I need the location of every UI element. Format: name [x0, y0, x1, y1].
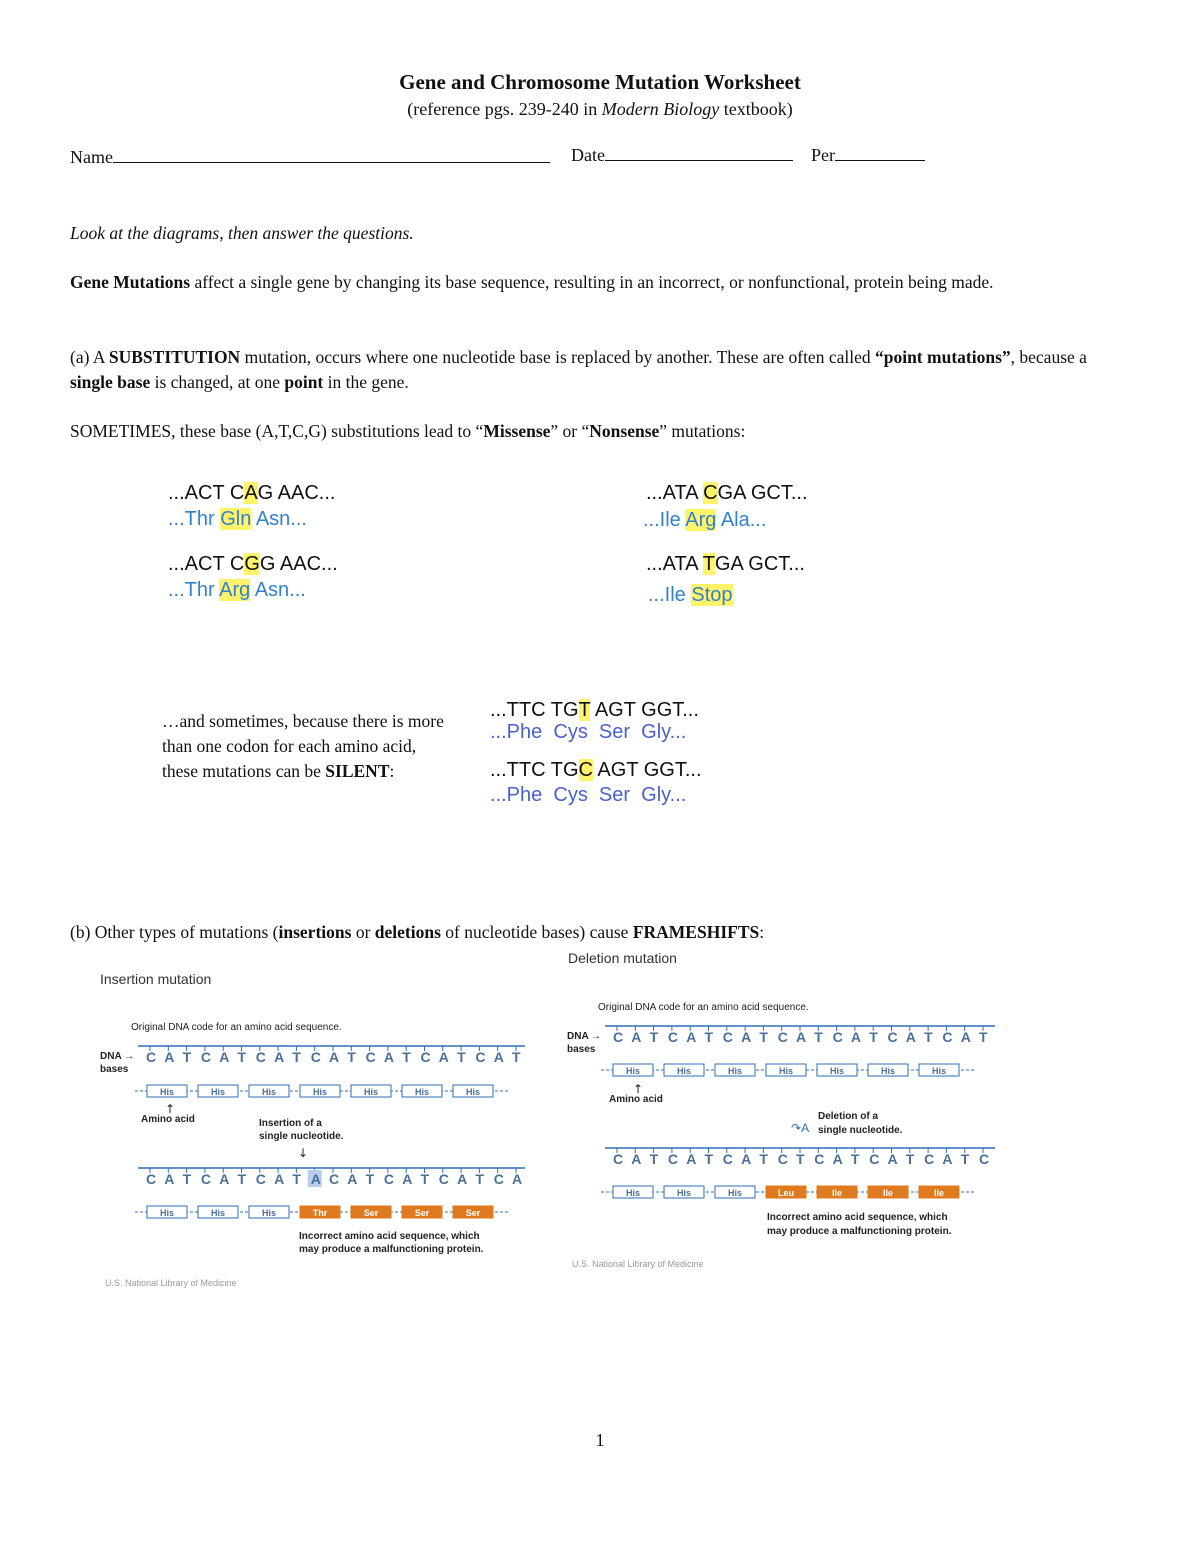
- dna-base: T: [365, 1171, 375, 1187]
- amino-acid-label: Ser: [363, 1208, 379, 1218]
- seq-part: GA GCT...: [714, 553, 805, 575]
- sometimes-text-1: SOMETIMES, these base (A,T,C,G) substitutions lead to “: [70, 421, 484, 441]
- dna-base: C: [887, 1029, 898, 1045]
- sub-text-5: in the gene.: [323, 372, 409, 392]
- amino-acid-label: His: [931, 1066, 947, 1076]
- dna-base: T: [420, 1171, 430, 1187]
- dna-base: A: [631, 1151, 642, 1167]
- amino-acid-label: His: [261, 1208, 277, 1218]
- dna-base: T: [850, 1151, 860, 1167]
- silent-mutated-aa: ...Phe Cys Ser Gly...: [490, 784, 687, 806]
- seq-part: AGT GGT...: [592, 759, 702, 781]
- deletion-note-2: single nucleotide.: [818, 1125, 903, 1136]
- sub-text-4: is changed, at one: [150, 372, 285, 392]
- missense-original-aa: [168, 506, 307, 532]
- dna-base: C: [924, 1151, 935, 1167]
- dna-base: C: [777, 1029, 788, 1045]
- dna-base: T: [237, 1049, 247, 1065]
- silent-text: …and sometimes, because there is more than one codon for each amino acid, these mutations can be: [162, 711, 444, 781]
- missense-mutated-aa: [168, 577, 306, 603]
- amino-acid-label: His: [159, 1208, 175, 1218]
- dna-base: A: [493, 1049, 504, 1065]
- gene-mutations-def: affect a single gene by changing its base sequence, resulting in an incorrect, or nonfunctional, protein being made.: [190, 272, 994, 292]
- dna-base: A: [832, 1151, 843, 1167]
- dna-base: A: [512, 1171, 523, 1187]
- dna-base: C: [255, 1171, 266, 1187]
- dna-base: T: [182, 1171, 192, 1187]
- seq-highlight: C: [578, 759, 593, 781]
- up-arrow-icon: ↑: [165, 1102, 176, 1116]
- silent-mutated-dna: [490, 757, 702, 783]
- silent-colon: :: [389, 761, 395, 781]
- dna-base: T: [704, 1151, 714, 1167]
- dna-base: C: [475, 1049, 486, 1065]
- seq-part: ...TTC TG: [490, 699, 579, 721]
- dna-base: C: [832, 1029, 843, 1045]
- dna-base: C: [613, 1151, 624, 1167]
- sometimes-text-2: ” or “: [550, 421, 590, 441]
- substitution-paragraph: [70, 345, 1130, 395]
- dna-base: T: [512, 1049, 521, 1065]
- seq-part: ...ATA: [646, 553, 703, 575]
- seq-highlight: C: [703, 482, 718, 504]
- dna-base: C: [667, 1151, 679, 1167]
- up-arrow-icon: ↑: [633, 1082, 644, 1096]
- dna-base: A: [329, 1049, 340, 1065]
- dna-base: T: [924, 1029, 933, 1045]
- aa-part: ...Ile: [643, 509, 686, 531]
- date-label: Date: [571, 145, 605, 165]
- dna-base: C: [329, 1171, 340, 1187]
- aa-highlight: Gln: [220, 508, 252, 530]
- dna-base: T: [292, 1171, 301, 1187]
- amino-acid-label: Thr: [312, 1208, 328, 1218]
- dna-base: A: [347, 1171, 358, 1187]
- amino-acid-label: Ile: [831, 1188, 843, 1198]
- deletions-term: deletions: [374, 922, 441, 942]
- dna-base: T: [814, 1029, 823, 1045]
- aa-part: Ala...: [716, 509, 767, 531]
- sub-text-3: , because a: [1010, 347, 1087, 367]
- silent-term: SILENT: [325, 761, 390, 781]
- dna-base: T: [979, 1029, 988, 1045]
- seq-highlight: T: [578, 699, 591, 721]
- dna-base: A: [796, 1029, 807, 1045]
- dna-base: A: [942, 1151, 953, 1167]
- insertion-note-2: single nucleotide.: [259, 1131, 344, 1142]
- missense-term: Missense: [483, 421, 551, 441]
- dna-base: C: [146, 1171, 157, 1187]
- dna-base: C: [722, 1151, 733, 1167]
- seq-part: ...ACT C: [168, 553, 245, 575]
- sub-text-1: (a) A: [70, 347, 109, 367]
- dna-base: C: [869, 1151, 880, 1167]
- per-blank[interactable]: [835, 141, 925, 161]
- gene-mutations-paragraph: [70, 270, 1130, 295]
- missense-original-dna: [168, 480, 335, 506]
- insertion-result-2: may produce a malfunctioning protein.: [299, 1244, 484, 1255]
- dna-base: T: [649, 1151, 659, 1167]
- amino-acid-label: Ile: [882, 1188, 894, 1198]
- amino-acid-label: His: [159, 1087, 175, 1097]
- insertion-amino-label: Amino acid: [141, 1114, 195, 1125]
- amino-acid-label: His: [778, 1066, 794, 1076]
- insertion-dna-label: DNA →: [100, 1051, 135, 1062]
- amino-acid-label: His: [210, 1208, 226, 1218]
- dna-base: C: [438, 1171, 449, 1187]
- seq-highlight: A: [244, 482, 258, 504]
- insertion-figure: [95, 965, 525, 1295]
- sub-bold-2: “point mutations”: [874, 347, 1011, 367]
- silent-paragraph: [162, 709, 452, 784]
- dna-base: T: [237, 1171, 247, 1187]
- dna-base: C: [146, 1049, 157, 1065]
- deletion-amino-label: Amino acid: [609, 1094, 663, 1105]
- stop-highlight: Stop: [691, 584, 733, 606]
- dna-base: T: [704, 1029, 714, 1045]
- dna-base: A: [887, 1151, 898, 1167]
- dna-label-text: DNA: [100, 1051, 122, 1062]
- name-blank[interactable]: [113, 143, 550, 163]
- missense-mutated-dna: [168, 551, 338, 577]
- aa-part: Asn...: [251, 508, 307, 530]
- amino-acid-label: His: [625, 1066, 641, 1076]
- amino-acid-label: Leu: [777, 1188, 795, 1198]
- dna-label-text: DNA: [567, 1031, 589, 1042]
- fs-text-3: of nucleotide bases) cause: [440, 922, 633, 942]
- amino-acid-label: His: [676, 1188, 692, 1198]
- seq-highlight: T: [702, 553, 715, 575]
- dna-base: T: [292, 1049, 301, 1065]
- dna-base: C: [979, 1151, 990, 1167]
- fs-text-1: (b) Other types of mutations (: [70, 922, 279, 942]
- amino-acid-label: His: [625, 1188, 641, 1198]
- dna-base: T: [869, 1029, 878, 1045]
- seq-part: ...ATA: [646, 482, 704, 504]
- subtitle-prefix: (reference pgs. 239-240 in: [407, 99, 602, 119]
- amino-acid-label: His: [261, 1087, 277, 1097]
- dna-base: C: [200, 1049, 212, 1065]
- seq-part: G AAC...: [257, 482, 336, 504]
- deletion-result-1: Incorrect amino acid sequence, which: [767, 1212, 948, 1223]
- frameshift-paragraph: [70, 920, 1130, 945]
- deletion-note-1: Deletion of a: [818, 1111, 879, 1122]
- insertion-result-1: Incorrect amino acid sequence, which: [299, 1231, 480, 1242]
- dna-base: A: [457, 1171, 468, 1187]
- seq-part: AGT GGT...: [590, 699, 699, 721]
- amino-acid-label: His: [414, 1087, 430, 1097]
- seq-highlight: G: [244, 553, 260, 575]
- gene-mutations-term: Gene Mutations: [70, 272, 191, 292]
- dna-base: A: [686, 1029, 697, 1045]
- seq-part: ...TTC TG: [490, 759, 579, 781]
- date-blank[interactable]: [605, 141, 793, 161]
- insertion-figure-title: Insertion mutation: [100, 971, 212, 987]
- frameshifts-term: FRAMESHIFTS: [632, 922, 760, 942]
- sometimes-text-3: ” mutations:: [659, 421, 746, 441]
- amino-acid-label: His: [465, 1087, 481, 1097]
- deletion-figure-title: Deletion mutation: [568, 950, 677, 966]
- per-label: Per: [811, 145, 835, 165]
- dna-base: A: [850, 1029, 862, 1045]
- dna-base: C: [722, 1029, 733, 1045]
- aa-part: ...Thr: [168, 579, 220, 601]
- amino-acid-label: His: [727, 1066, 743, 1076]
- dna-base: C: [493, 1171, 504, 1187]
- dna-base: A: [741, 1151, 752, 1167]
- down-arrow-icon: ↓: [298, 1146, 309, 1160]
- sub-bold-4: point: [284, 372, 324, 392]
- name-label: Name: [70, 147, 113, 167]
- amino-acid-label: His: [727, 1188, 743, 1198]
- subtitle-suffix: textbook): [719, 99, 793, 119]
- deleted-base: ↷A: [791, 1121, 810, 1135]
- dna-base: T: [960, 1151, 970, 1167]
- name-field[interactable]: [70, 143, 550, 168]
- dna-base: C: [383, 1171, 395, 1187]
- sub-text-2: mutation, occurs where one nucleotide base is replaced by another. These are often called: [240, 347, 875, 367]
- amino-acid-label: His: [363, 1087, 379, 1097]
- nonsense-mutated-aa: [648, 582, 733, 608]
- dna-base: A: [219, 1171, 230, 1187]
- dna-base: A: [164, 1049, 175, 1065]
- seq-part: G AAC...: [259, 553, 338, 575]
- dna-base: C: [365, 1049, 376, 1065]
- amino-acid-label: His: [829, 1066, 845, 1076]
- dna-base: T: [402, 1049, 411, 1065]
- deletion-bases-label: bases: [567, 1044, 596, 1055]
- nonsense-term: Nonsense: [589, 421, 660, 441]
- page-number: 1: [595, 1430, 605, 1450]
- dna-base: T: [649, 1029, 659, 1045]
- insertion-bases-label: bases: [100, 1064, 129, 1075]
- aa-part: ...Ile: [648, 584, 692, 606]
- deletion-dna-label: DNA →: [567, 1031, 602, 1042]
- dna-base: A: [741, 1029, 752, 1045]
- dna-base: A: [274, 1049, 285, 1065]
- dna-base: T: [759, 1029, 768, 1045]
- dna-base: T: [796, 1151, 805, 1167]
- dna-base: T: [182, 1049, 192, 1065]
- dna-base: C: [420, 1049, 431, 1065]
- dna-base: C: [814, 1151, 825, 1167]
- dna-base: C: [310, 1049, 321, 1065]
- aa-part: ...Thr: [168, 508, 221, 530]
- dna-base: A: [960, 1029, 971, 1045]
- deletion-credit: U.S. National Library of Medicine: [572, 1259, 704, 1269]
- date-field[interactable]: [571, 141, 793, 166]
- dna-base: T: [475, 1171, 484, 1187]
- dna-base: A: [686, 1151, 697, 1167]
- nonsense-original-aa: [643, 507, 766, 533]
- dna-base: A: [438, 1049, 449, 1065]
- amino-acid-label: His: [880, 1066, 896, 1076]
- fs-text-2: or: [351, 922, 375, 942]
- dna-base: C: [777, 1151, 788, 1167]
- page-title: Gene and Chromosome Mutation Worksheet: [399, 70, 801, 94]
- dna-base: A: [274, 1171, 285, 1187]
- subtitle-book: Modern Biology: [601, 99, 720, 119]
- amino-acid-label: His: [312, 1087, 328, 1097]
- seq-part: ...ACT C: [168, 482, 245, 504]
- dna-base: T: [347, 1049, 356, 1065]
- page-subtitle: [0, 99, 1200, 120]
- amino-acid-label: Ile: [933, 1188, 945, 1198]
- deletion-orig-caption: Original DNA code for an amino acid sequence.: [598, 1002, 809, 1013]
- deletion-figure: [565, 945, 995, 1275]
- dna-base: A: [402, 1171, 413, 1187]
- fs-text-4: :: [759, 922, 765, 942]
- deletion-result-2: may produce a malfunctioning protein.: [767, 1226, 952, 1237]
- instructions: [70, 221, 1130, 246]
- amino-acid-label: His: [210, 1087, 226, 1097]
- aa-highlight: Arg: [685, 509, 717, 531]
- dna-base: A: [164, 1171, 175, 1187]
- dna-base: A: [219, 1049, 230, 1065]
- dna-base: A: [383, 1049, 395, 1065]
- seq-part: GA GCT...: [717, 482, 808, 504]
- sub-bold-1: SUBSTITUTION: [108, 347, 241, 367]
- amino-acid-label: His: [676, 1066, 692, 1076]
- insertion-note-1: Insertion of a: [259, 1118, 322, 1129]
- nonsense-mutated-dna: [646, 551, 805, 577]
- dna-base: C: [255, 1049, 266, 1065]
- insertion-orig-caption: Original DNA code for an amino acid sequence.: [131, 1022, 342, 1033]
- aa-part: Asn...: [250, 579, 306, 601]
- dna-base: A: [631, 1029, 642, 1045]
- dna-base: C: [942, 1029, 953, 1045]
- instructions-text: Look at the diagrams, then answer the questions.: [70, 223, 414, 243]
- dna-base: A: [905, 1029, 916, 1045]
- sometimes-paragraph: [70, 419, 1130, 444]
- dna-base: C: [667, 1029, 679, 1045]
- nonsense-original-dna: [646, 480, 808, 506]
- dna-base: T: [457, 1049, 466, 1065]
- deleted-base-letter: A: [801, 1121, 810, 1135]
- aa-highlight: Arg: [219, 579, 251, 601]
- amino-acid-label: Ser: [465, 1208, 481, 1218]
- period-field[interactable]: [811, 141, 925, 166]
- insertion-credit: U.S. National Library of Medicine: [105, 1278, 237, 1288]
- amino-acid-label: Ser: [414, 1208, 430, 1218]
- dna-base: C: [200, 1171, 212, 1187]
- silent-original-aa: ...Phe Cys Ser Gly...: [490, 721, 687, 743]
- sub-bold-3: single base: [70, 372, 151, 392]
- dna-base: C: [613, 1029, 624, 1045]
- insertions-term: insertions: [278, 922, 352, 942]
- dna-base: A: [310, 1171, 321, 1187]
- dna-base: T: [759, 1151, 768, 1167]
- dna-base: T: [905, 1151, 915, 1167]
